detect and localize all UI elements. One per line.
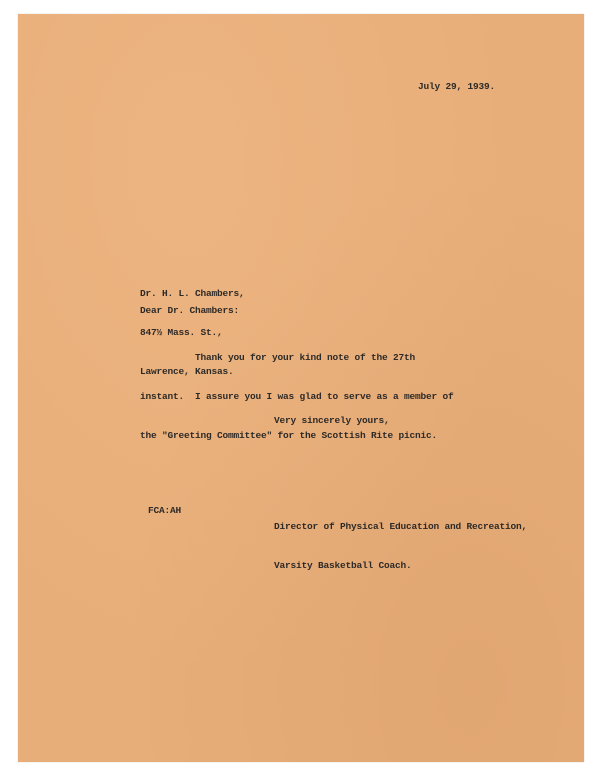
letter-body [140,325,454,468]
body-line: the "Greeting Committee" for the Scottish Rite picnic. [140,430,438,441]
recipient-street: 847½ Mass. St., [140,327,223,338]
letter-sheet [18,14,584,762]
complimentary-close: Very sincerely yours, [274,415,390,426]
signature-block [274,494,527,598]
signature-title-line: Director of Physical Education and Recreation, [274,521,528,532]
recipient-city: Lawrence, Kansas. [140,366,234,377]
typist-initials: FCA:AH [148,505,182,516]
salutation: Dear Dr. Chambers: [140,305,240,316]
signature-title-line: Varsity Basketball Coach. [274,560,412,571]
letter-date: July 29, 1939. [418,81,496,92]
body-line: Thank you for your kind note of the 27th [140,352,416,363]
recipient-name: Dr. H. L. Chambers, [140,288,245,299]
body-line: instant. I assure you I was glad to serve as a member of [140,391,454,402]
